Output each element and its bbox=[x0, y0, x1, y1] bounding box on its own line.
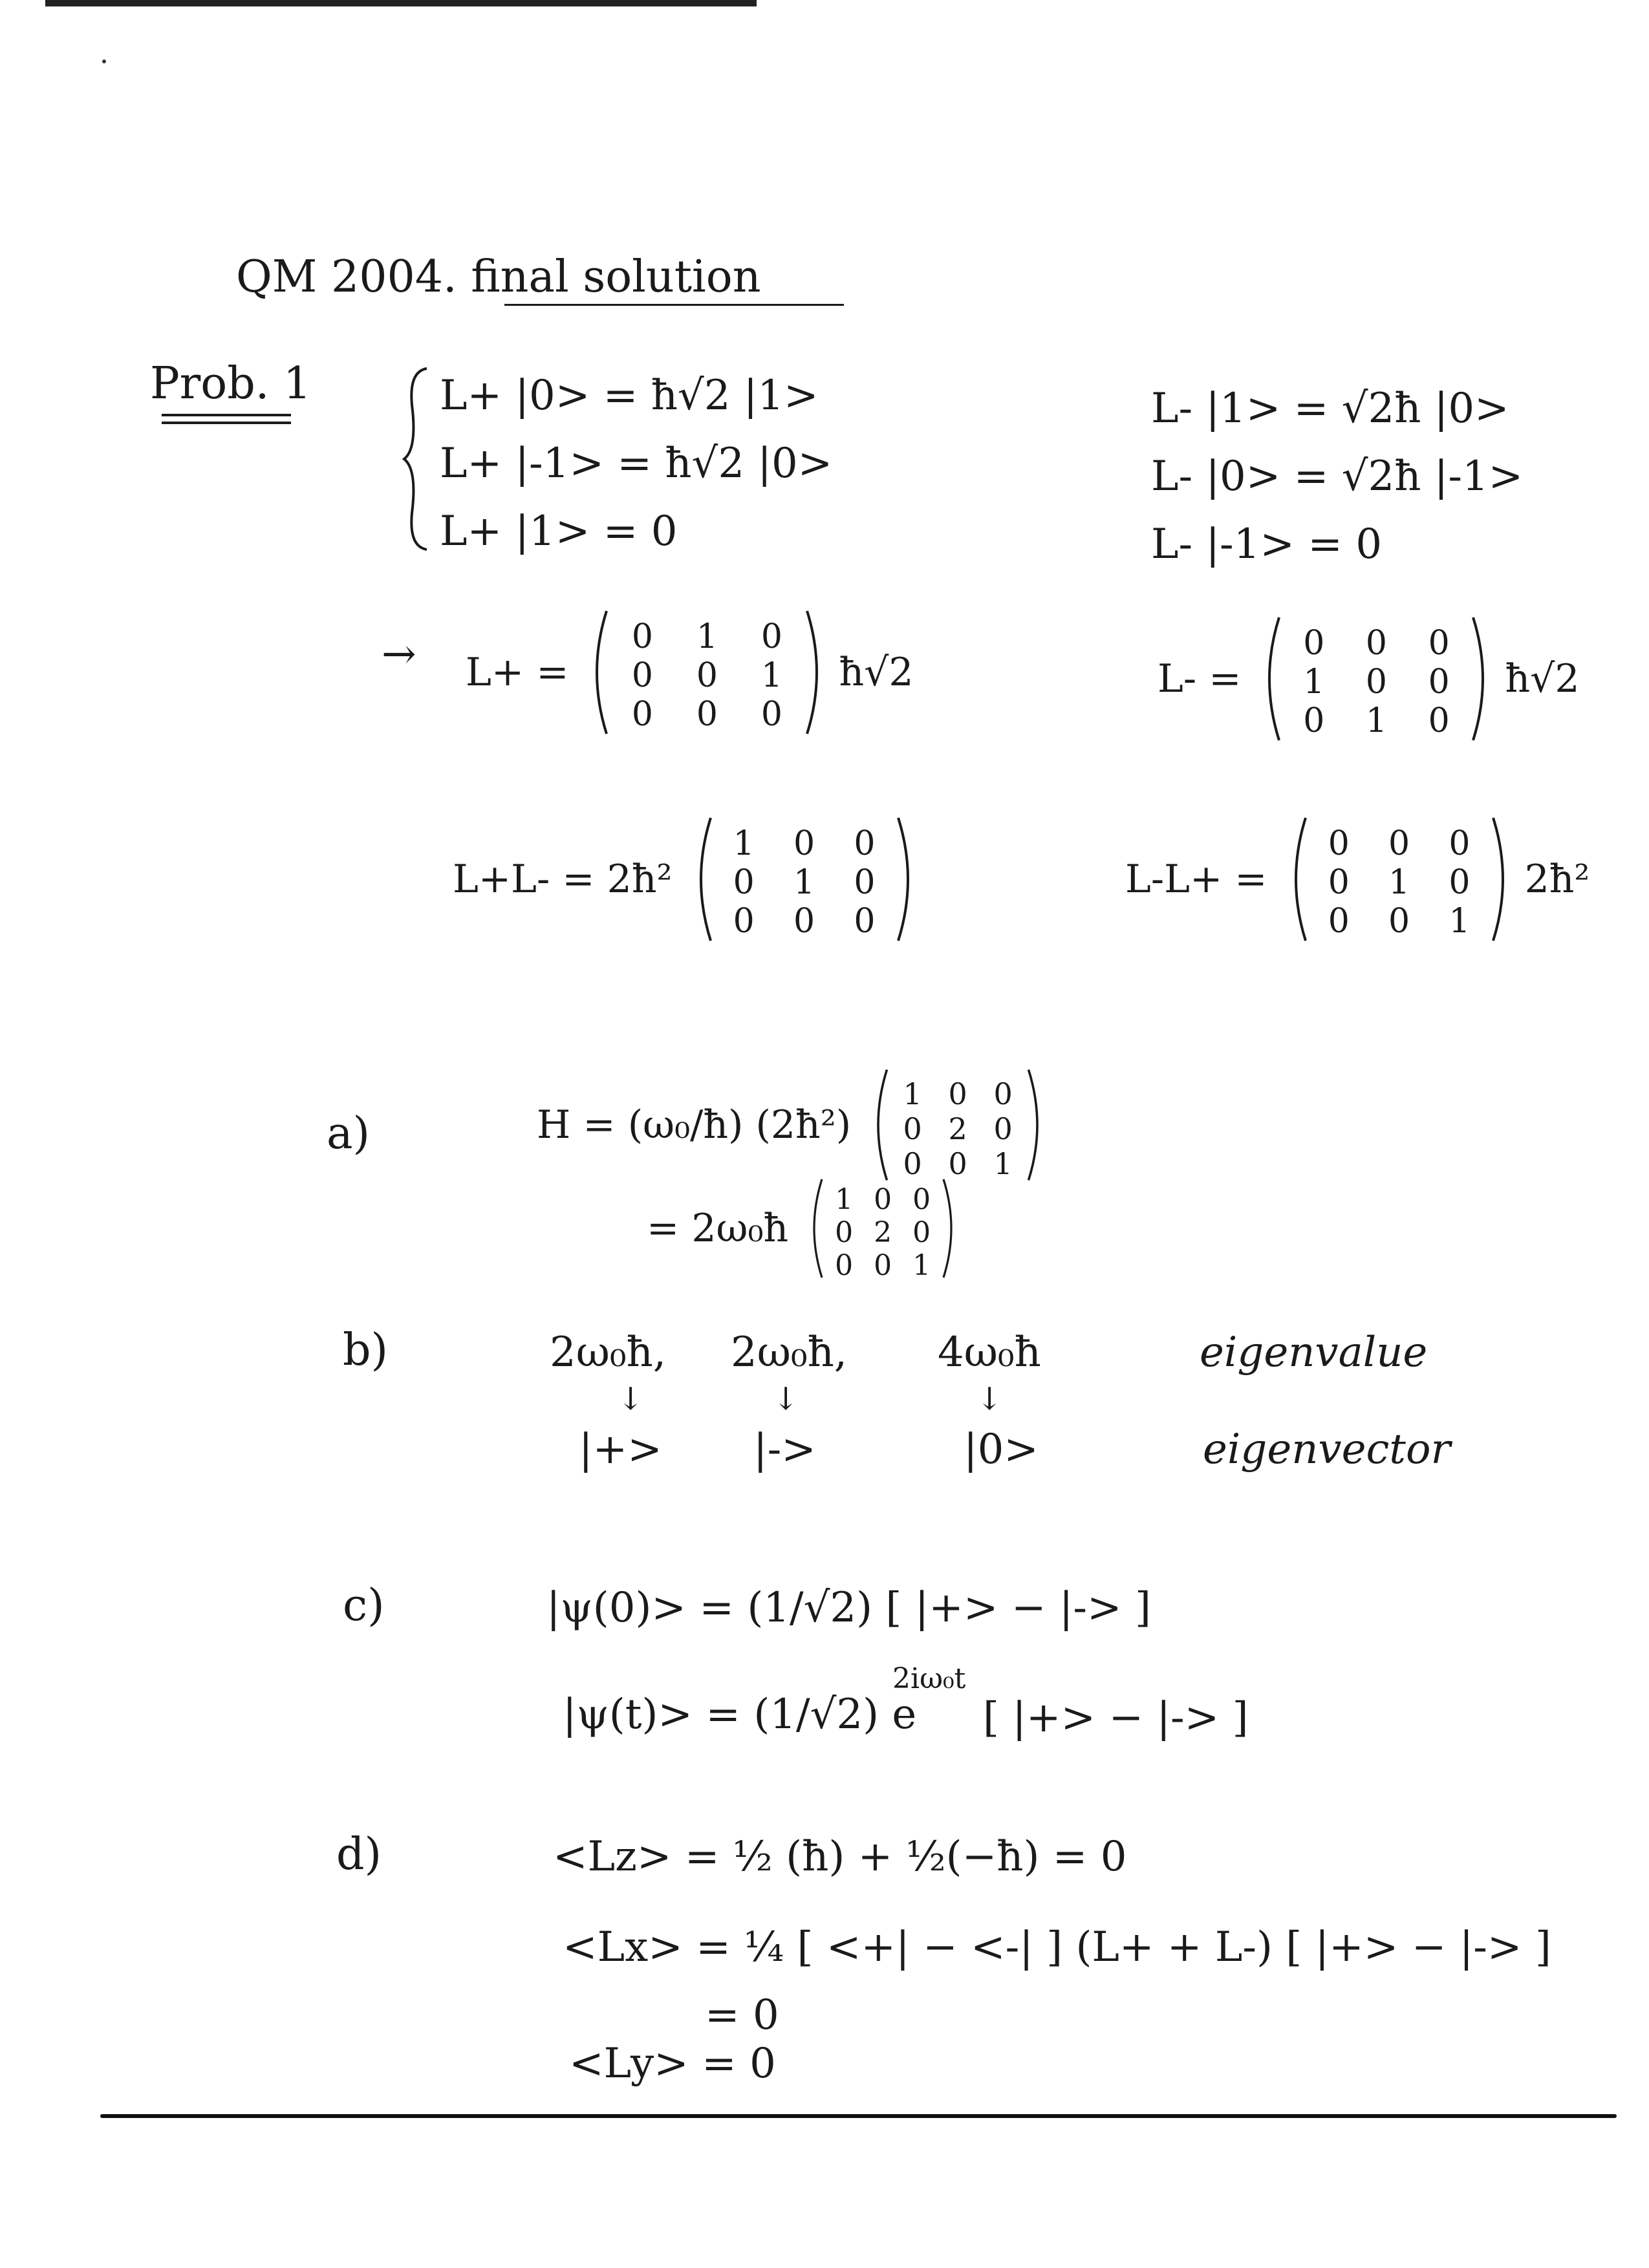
problem-underline-1 bbox=[162, 414, 291, 416]
matrix-cell: 1 bbox=[835, 1183, 854, 1216]
Lplus-lhs: L+ = bbox=[466, 650, 569, 695]
psi-t-eq-rhs: [ |+> − |-> ] bbox=[983, 1694, 1249, 1742]
matrix-cell: 0 bbox=[1449, 824, 1471, 863]
lowering-eq-3: L- |-1> = 0 bbox=[1151, 520, 1383, 568]
matrix-cell: 1 bbox=[1365, 701, 1387, 740]
matrix-cell: 0 bbox=[835, 1216, 854, 1249]
paren-left-icon bbox=[1256, 614, 1282, 744]
paren-right-icon bbox=[1026, 1067, 1049, 1183]
hamiltonian-eq-2 bbox=[647, 1177, 962, 1280]
matrix-cell: 0 bbox=[835, 1249, 854, 1282]
eigenvector-3: |0> bbox=[964, 1426, 1039, 1473]
Lminus-lhs: L- = bbox=[1158, 656, 1242, 701]
eigenvector-1: |+> bbox=[579, 1426, 662, 1473]
matrix-cell: 0 bbox=[733, 902, 755, 941]
hamiltonian-lhs: H = (ω₀/ħ) (2ħ²) bbox=[537, 1102, 852, 1148]
matrix-cell: 0 bbox=[1428, 701, 1450, 740]
LminusLplus-factor: 2ħ² bbox=[1524, 857, 1590, 902]
matrix-cell: 0 bbox=[631, 656, 654, 695]
Lz-expectation: <Lz> = ½ (ħ) + ½(−ħ) = 0 bbox=[553, 1833, 1127, 1881]
down-arrow-icon: ↓ bbox=[773, 1381, 799, 1417]
LplusLminus-matrix bbox=[453, 815, 921, 944]
matrix-cell: 0 bbox=[854, 902, 876, 941]
paren-left-icon bbox=[584, 608, 610, 737]
eigenvector-word: eigenvector bbox=[1203, 1426, 1451, 1473]
hamiltonian-grid-1 bbox=[890, 1076, 1026, 1181]
down-arrow-icon: ↓ bbox=[976, 1381, 1003, 1417]
matrix-cell: 0 bbox=[1328, 863, 1350, 902]
matrix-cell: 1 bbox=[1303, 663, 1325, 701]
raising-eq-3: L+ |1> = 0 bbox=[440, 508, 678, 555]
Lx-result: = 0 bbox=[705, 1991, 779, 2039]
Lminus-factor: ħ√2 bbox=[1505, 656, 1580, 701]
bottom-rule bbox=[100, 2114, 1617, 2118]
LminusLplus-lhs: L-L+ = bbox=[1125, 857, 1267, 902]
matrix-cell: 0 bbox=[1388, 902, 1410, 941]
matrix-cell: 0 bbox=[903, 1146, 922, 1181]
down-arrow-icon: ↓ bbox=[618, 1381, 644, 1417]
matrix-cell: 0 bbox=[696, 695, 718, 734]
arrow-icon: → bbox=[382, 630, 416, 678]
matrix-cell: 0 bbox=[993, 1076, 1013, 1111]
paren-right-icon bbox=[895, 815, 921, 944]
Lminus-matrix bbox=[1158, 614, 1580, 744]
matrix-cell: 0 bbox=[1449, 863, 1471, 902]
paren-right-icon bbox=[1470, 614, 1496, 744]
lowering-eq-2: L- |0> = √2ħ |-1> bbox=[1151, 453, 1524, 500]
part-b-label: b) bbox=[343, 1325, 389, 1376]
paren-left-icon bbox=[1283, 815, 1309, 944]
Lplus-factor: ħ√2 bbox=[839, 650, 914, 695]
part-c-label: c) bbox=[343, 1580, 385, 1631]
LplusLminus-lhs: L+L- = 2ħ² bbox=[453, 857, 673, 902]
LminusLplus-grid bbox=[1309, 824, 1490, 941]
left-brace-icon bbox=[401, 365, 433, 553]
hamiltonian-eq-1 bbox=[537, 1067, 1049, 1183]
paren-right-icon bbox=[804, 608, 830, 737]
paren-left-icon bbox=[804, 1177, 824, 1280]
matrix-cell: 0 bbox=[733, 863, 755, 902]
matrix-cell: 0 bbox=[874, 1183, 892, 1216]
problem-label: Prob. 1 bbox=[150, 358, 312, 409]
top-edge-line bbox=[45, 0, 757, 6]
matrix-cell: 0 bbox=[760, 695, 783, 734]
Lplus-matrix bbox=[466, 608, 914, 737]
raising-eq-2: L+ |-1> = ħ√2 |0> bbox=[440, 440, 833, 487]
Lplus-grid bbox=[610, 617, 804, 734]
page-title: QM 2004. final solution bbox=[236, 251, 761, 303]
part-d-label: d) bbox=[336, 1829, 382, 1880]
matrix-cell: 0 bbox=[696, 656, 718, 695]
matrix-cell: 0 bbox=[1388, 824, 1410, 863]
paren-left-icon bbox=[688, 815, 714, 944]
matrix-cell: 0 bbox=[1303, 701, 1325, 740]
matrix-cell: 1 bbox=[912, 1249, 931, 1282]
matrix-cell: 0 bbox=[874, 1249, 892, 1282]
problem-underline-2 bbox=[162, 422, 291, 424]
eigenvalue-word: eigenvalue bbox=[1200, 1329, 1428, 1376]
title-underline bbox=[504, 304, 844, 306]
paren-right-icon bbox=[941, 1177, 962, 1280]
Lx-expectation: <Lx> = ¼ [ <+| − <-| ] (L+ + L-) [ |+> − |-> ] bbox=[563, 1923, 1551, 1971]
matrix-cell: 0 bbox=[1303, 624, 1325, 663]
matrix-cell: 0 bbox=[948, 1076, 967, 1111]
matrix-cell: 0 bbox=[1328, 902, 1350, 941]
matrix-cell: 0 bbox=[793, 902, 815, 941]
eigenvalue-1: 2ω₀ħ, bbox=[550, 1329, 667, 1376]
raising-eq-1: L+ |0> = ħ√2 |1> bbox=[440, 372, 819, 420]
matrix-cell: 1 bbox=[760, 656, 783, 695]
hamiltonian-rhs: = 2ω₀ħ bbox=[647, 1206, 789, 1251]
psi-zero-eq: |ψ(0)> = (1/√2) [ |+> − |-> ] bbox=[546, 1584, 1151, 1632]
paren-left-icon bbox=[867, 1067, 890, 1183]
eigenvalue-2: 2ω₀ħ, bbox=[731, 1329, 848, 1376]
eigenvalue-3: 4ω₀ħ bbox=[938, 1329, 1041, 1376]
matrix-cell: 0 bbox=[912, 1183, 931, 1216]
matrix-cell: 2 bbox=[874, 1216, 892, 1249]
matrix-cell: 1 bbox=[696, 617, 718, 656]
part-a-label: a) bbox=[327, 1108, 371, 1159]
matrix-cell: 0 bbox=[854, 824, 876, 863]
Lminus-grid bbox=[1282, 624, 1470, 740]
matrix-cell: 0 bbox=[948, 1146, 967, 1181]
matrix-cell: 2 bbox=[948, 1111, 967, 1146]
paren-right-icon bbox=[1490, 815, 1516, 944]
matrix-cell: 0 bbox=[760, 617, 783, 656]
matrix-cell: 0 bbox=[1328, 824, 1350, 863]
matrix-cell: 1 bbox=[793, 863, 815, 902]
matrix-cell: 1 bbox=[733, 824, 755, 863]
matrix-cell: 0 bbox=[1365, 663, 1387, 701]
matrix-cell: 0 bbox=[854, 863, 876, 902]
psi-t-eq-lhs: |ψ(t)> = (1/√2) e bbox=[563, 1691, 917, 1738]
matrix-cell: 0 bbox=[1428, 663, 1450, 701]
eigenvector-2: |-> bbox=[753, 1426, 816, 1473]
matrix-cell: 0 bbox=[793, 824, 815, 863]
matrix-cell: 0 bbox=[1428, 624, 1450, 663]
LplusLminus-grid bbox=[714, 824, 895, 941]
LminusLplus-matrix bbox=[1125, 815, 1590, 944]
matrix-cell: 1 bbox=[903, 1076, 922, 1111]
Ly-expectation: <Ly> = 0 bbox=[569, 2040, 776, 2088]
matrix-cell: 0 bbox=[993, 1111, 1013, 1146]
lowering-eq-1: L- |1> = √2ħ |0> bbox=[1151, 385, 1509, 433]
ink-speck bbox=[102, 59, 106, 63]
hamiltonian-grid-2 bbox=[824, 1183, 941, 1282]
matrix-cell: 0 bbox=[631, 695, 654, 734]
matrix-cell: 1 bbox=[1388, 863, 1410, 902]
matrix-cell: 0 bbox=[631, 617, 654, 656]
matrix-cell: 0 bbox=[903, 1111, 922, 1146]
matrix-cell: 1 bbox=[1449, 902, 1471, 941]
matrix-cell: 1 bbox=[993, 1146, 1013, 1181]
matrix-cell: 0 bbox=[1365, 624, 1387, 663]
matrix-cell: 0 bbox=[912, 1216, 931, 1249]
psi-t-exponent: 2iω₀t bbox=[892, 1662, 966, 1695]
